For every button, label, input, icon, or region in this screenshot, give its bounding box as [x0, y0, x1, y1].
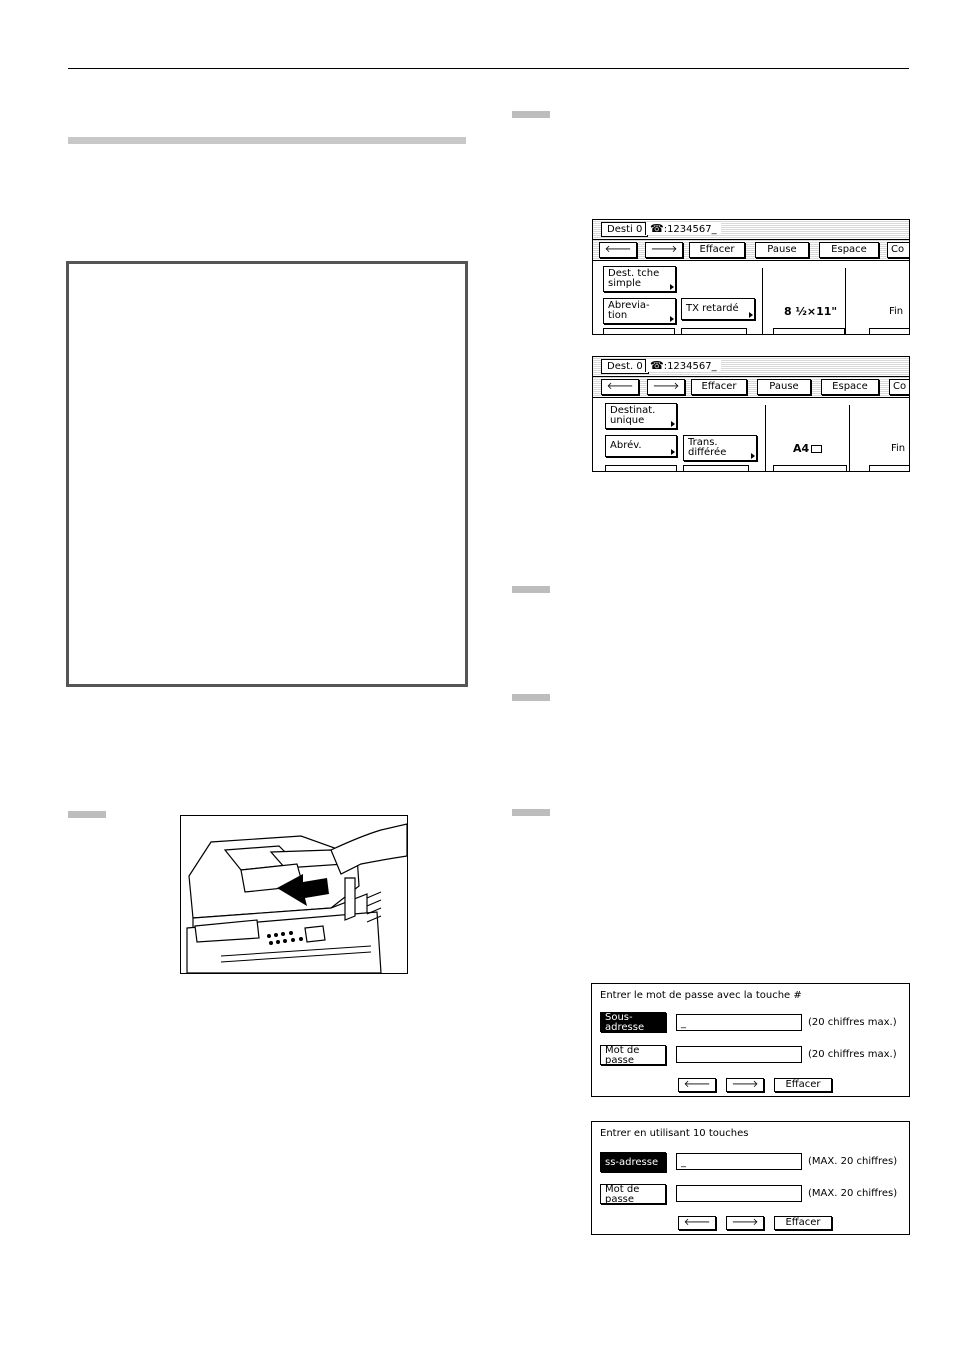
cut-off-button[interactable] — [869, 328, 910, 335]
phone-number-display: ☎:1234567_ — [645, 359, 721, 372]
cut-off-button[interactable] — [603, 328, 675, 335]
espace-button[interactable]: Espace — [821, 379, 879, 395]
toolbar — [593, 240, 909, 261]
left-arrow-button[interactable]: 🡐 — [601, 379, 639, 395]
triangle-icon — [670, 284, 674, 290]
divider — [849, 405, 850, 471]
triangle-icon — [749, 312, 753, 318]
cut-off-button[interactable]: Co — [887, 242, 910, 258]
resolution-label: Fin — [891, 443, 906, 454]
effacer-button[interactable]: Effacer — [691, 379, 747, 395]
left-arrow-button[interactable]: 🡐 — [678, 1078, 716, 1092]
dialog-title: Entrer le mot de passe avec la touche # — [600, 990, 802, 1001]
tx-retarde-button[interactable]: TX retardé — [681, 298, 755, 320]
telephone-icon: ☎ — [650, 222, 664, 235]
phone-number-display: ☎:1234567_ — [645, 222, 721, 235]
top-rule — [68, 68, 909, 69]
note-frame — [66, 261, 468, 687]
cut-off-button[interactable] — [683, 465, 749, 472]
triangle-icon — [671, 449, 675, 455]
step-marker-left — [68, 811, 106, 818]
right-arrow-button[interactable]: 🡒 — [726, 1078, 764, 1092]
cut-off-button[interactable] — [773, 465, 847, 472]
paper-size-label: A4 — [793, 442, 822, 455]
left-arrow-button[interactable]: 🡐 — [599, 242, 637, 258]
password-note: (20 chiffres max.) — [808, 1049, 897, 1060]
pause-button[interactable]: Pause — [755, 242, 809, 258]
password-field[interactable] — [676, 1185, 802, 1202]
password-note: (MAX. 20 chiffres) — [808, 1188, 898, 1199]
divider — [765, 405, 766, 471]
paper-orientation-icon — [811, 445, 822, 453]
sub-address-note: (MAX. 20 chiffres) — [808, 1156, 898, 1167]
resolution-label: Fin — [889, 306, 904, 317]
right-arrow-button[interactable]: 🡒 — [647, 379, 685, 395]
effacer-button[interactable]: Effacer — [774, 1216, 832, 1230]
scanner-illustration — [180, 815, 408, 974]
cut-off-button[interactable] — [605, 465, 677, 472]
effacer-button[interactable]: Effacer — [774, 1078, 832, 1092]
sous-adresse-button[interactable]: Sous- adresse — [600, 1012, 666, 1032]
divider — [845, 268, 846, 334]
step-marker-4 — [512, 809, 550, 816]
mot-de-passe-button[interactable]: Mot de passe — [600, 1045, 666, 1065]
toolbar — [593, 377, 909, 398]
destination-counter: Dest. 0 — [601, 359, 649, 374]
triangle-icon — [670, 316, 674, 322]
password-dialog-1 — [591, 983, 910, 1097]
telephone-icon: ☎ — [650, 359, 664, 372]
effacer-button[interactable]: Effacer — [689, 242, 745, 258]
password-dialog-2 — [591, 1121, 910, 1235]
dialog-title: Entrer en utilisant 10 touches — [600, 1128, 749, 1139]
step-marker-1 — [512, 111, 550, 118]
step-marker-3 — [512, 694, 550, 701]
screen-header — [593, 220, 909, 240]
dest-simple-button[interactable]: Dest. tche simple — [603, 266, 676, 292]
paper-size-label: 8 ½×11" — [784, 305, 838, 318]
sub-address-note: (20 chiffres max.) — [808, 1017, 897, 1028]
destination-counter: Desti 0 — [601, 222, 648, 237]
cut-off-button[interactable] — [773, 328, 845, 335]
cut-off-button[interactable] — [681, 328, 747, 335]
cut-off-button[interactable]: Co — [889, 379, 910, 395]
triangle-icon — [671, 421, 675, 427]
divider — [762, 268, 763, 334]
espace-button[interactable]: Espace — [819, 242, 879, 258]
sub-address-field[interactable]: _ — [676, 1014, 802, 1031]
abreviation-button[interactable]: Abrevia- tion — [603, 298, 676, 324]
sub-address-field[interactable]: _ — [676, 1153, 802, 1170]
ss-adresse-button[interactable]: ss-adresse — [600, 1152, 666, 1172]
right-arrow-button[interactable]: 🡒 — [645, 242, 683, 258]
fax-screen-french — [592, 356, 910, 472]
password-field[interactable] — [676, 1046, 802, 1063]
mot-de-passe-button[interactable]: Mot de passe — [600, 1184, 666, 1204]
pause-button[interactable]: Pause — [757, 379, 811, 395]
trans-differee-button[interactable]: Trans. différée — [683, 435, 757, 461]
fax-screen-english — [592, 219, 910, 335]
cut-off-button[interactable] — [869, 465, 910, 472]
triangle-icon — [751, 453, 755, 459]
screen-header — [593, 357, 909, 377]
right-arrow-button[interactable]: 🡒 — [726, 1216, 764, 1230]
step-marker-2 — [512, 586, 550, 593]
document-feeder-drawing — [181, 816, 407, 973]
section-bar — [68, 137, 466, 144]
destinat-unique-button[interactable]: Destinat. unique — [605, 403, 677, 429]
abrev-button[interactable]: Abrév. — [605, 435, 677, 457]
left-arrow-button[interactable]: 🡐 — [678, 1216, 716, 1230]
